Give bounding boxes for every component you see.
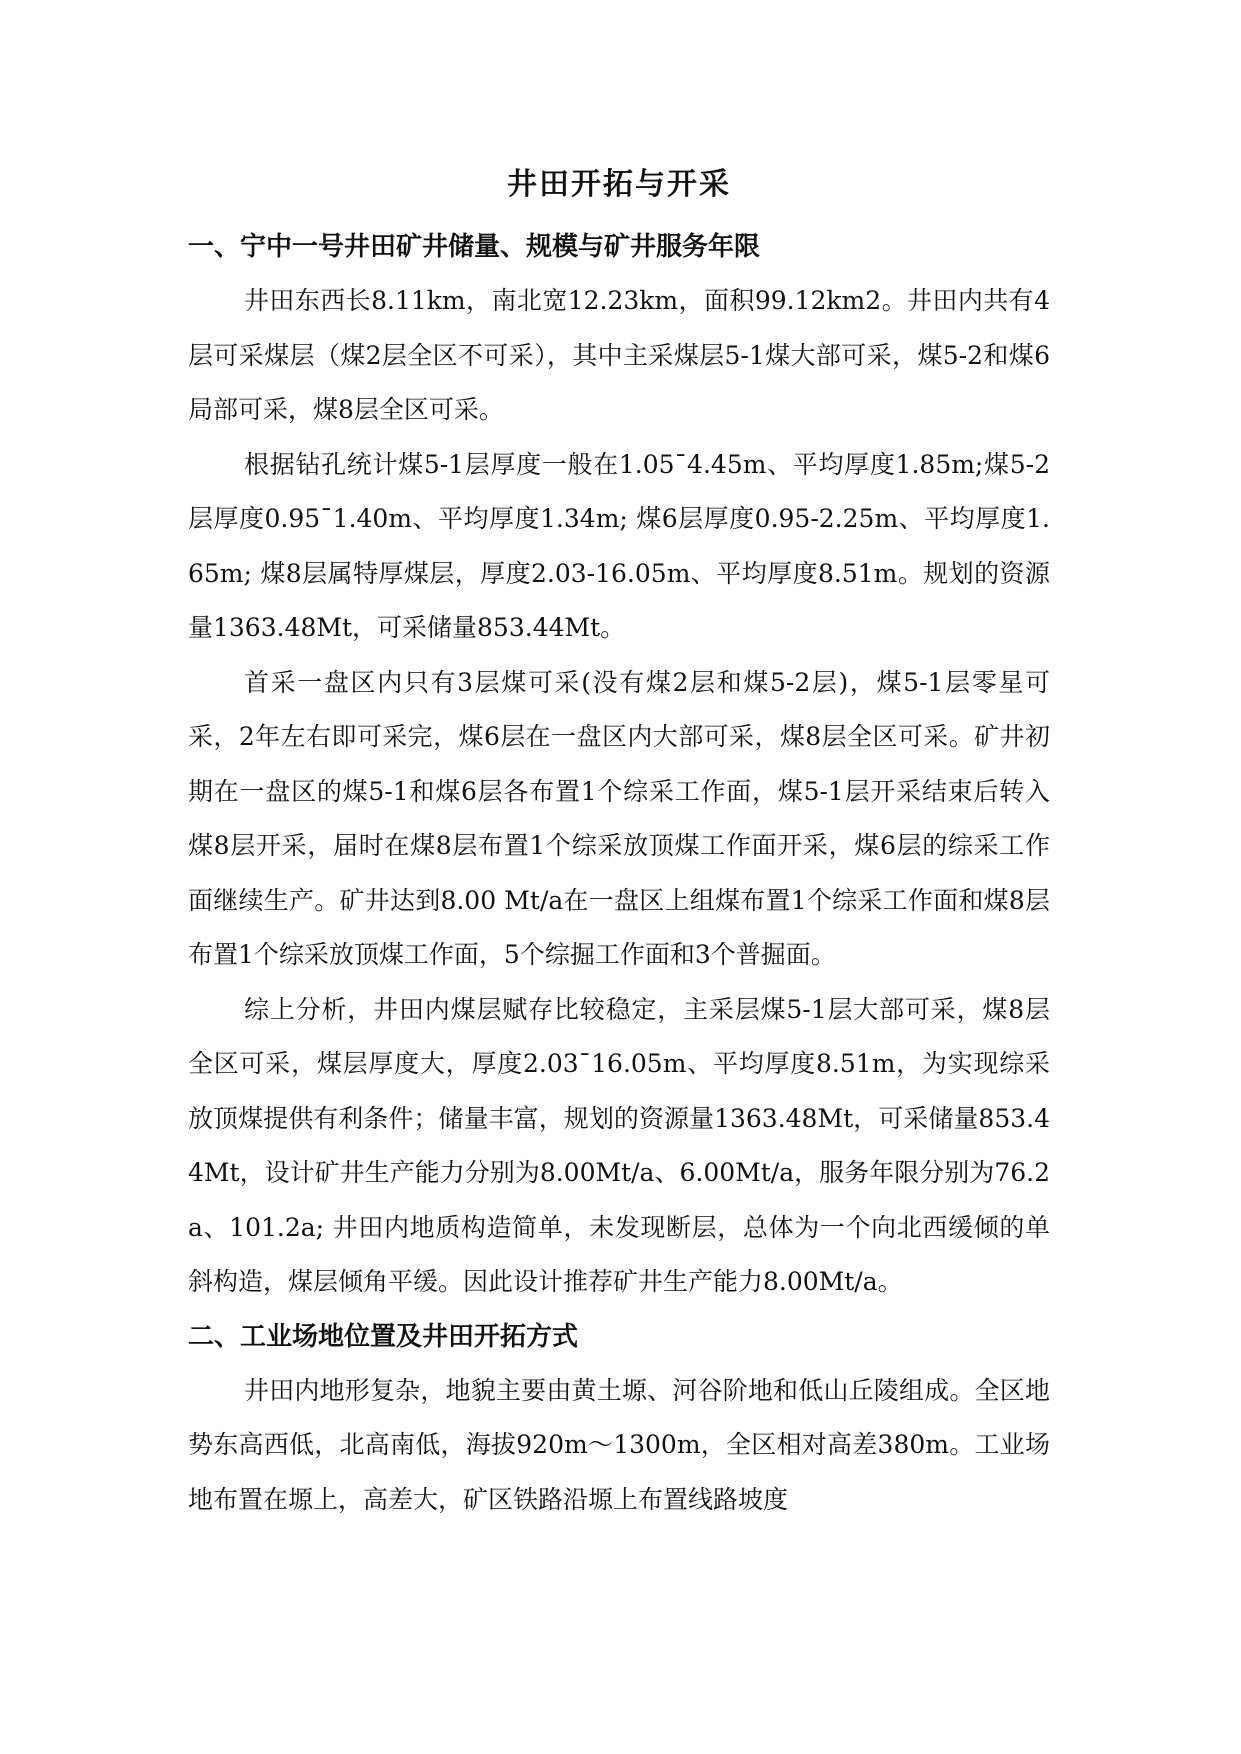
paragraph-summary: 综上分析，井田内煤层赋存比较稳定，主采层煤5-1层大部可采，煤8层全区可采，煤层厚度大，厚度2.03¯16.05m、平均厚度8.51m，为实现综采放顶煤提供有利条件；储量丰富，规划的资源量1363.48Mt，可采储量853.44Mt，设计矿井生产能力分别为8.00Mt/a、6.00Mt/a，服务年限分别为76.2a、101.2a; 井田内地质构造简单，未发现断层，总体为一个向北西缓倾的单斜构造，煤层倾角平缓。因此设计推荐矿井生产能力8.00Mt/a。 [188,994,1050,1296]
section-heading: 二、工业场地位置及井田开拓方式 [188,1321,579,1352]
paragraph-first-panel: 首采一盘区内只有3层煤可采(没有煤2层和煤5-2层)，煤5-1层零星可采，2年左右即可采完，煤6层在一盘区内大部可采，煤8层全区可采。矿井初期在一盘区的煤5-1和煤6层各布置1个综采工作面，煤5-1层开采结束后转入煤8层开采，届时在煤8层布置1个综采放顶煤工作面开采，煤6层的综采工作面继续生产。矿井达到8.00 Mt/a在一盘区上组煤布置1个综采工作面和煤8层布置1个综采放顶煤工作面，5个综掘工作面和3个普掘面。 [188,667,1050,969]
section-reserves-scale-service-life [188,220,1050,1310]
section-heading: 一、宁中一号井田矿井储量、规模与矿井服务年限 [188,232,761,262]
document-body [188,160,1050,1527]
page-title: 井田开拓与开采 [507,167,731,202]
paragraph-seam-thickness: 根据钻孔统计煤5-1层厚度一般在1.05¯4.45m、平均厚度1.85m;煤5-2层厚度0.95¯1.40m、平均厚度1.34m; 煤6层厚度0.95-2.25m、平均厚度1.65m; 煤8层属特厚煤层，厚度2.03-16.05m、平均厚度8.51m。规划的资源量1363.48Mt，可采储量853.44Mt。 [188,449,1050,642]
paragraph-terrain: 井田内地形复杂，地貌主要由黄土塬、河谷阶地和低山丘陵组成。全区地势东高西低，北高南低，海拔920m～1300m，全区相对高差380m。工业场地布置在塬上，高差大，矿区铁路沿塬上布置线路坡度 [188,1375,1050,1514]
paragraph-field-dimensions: 井田东西长8.11km，南北宽12.23km，面积99.12km2。井田内共有4层可采煤层（煤2层全区不可采），其中主采煤层5-1煤大部可采，煤5-2和煤6局部可采，煤8层全区可采。 [188,286,1050,424]
section-industrial-site-development [188,1310,1050,1528]
